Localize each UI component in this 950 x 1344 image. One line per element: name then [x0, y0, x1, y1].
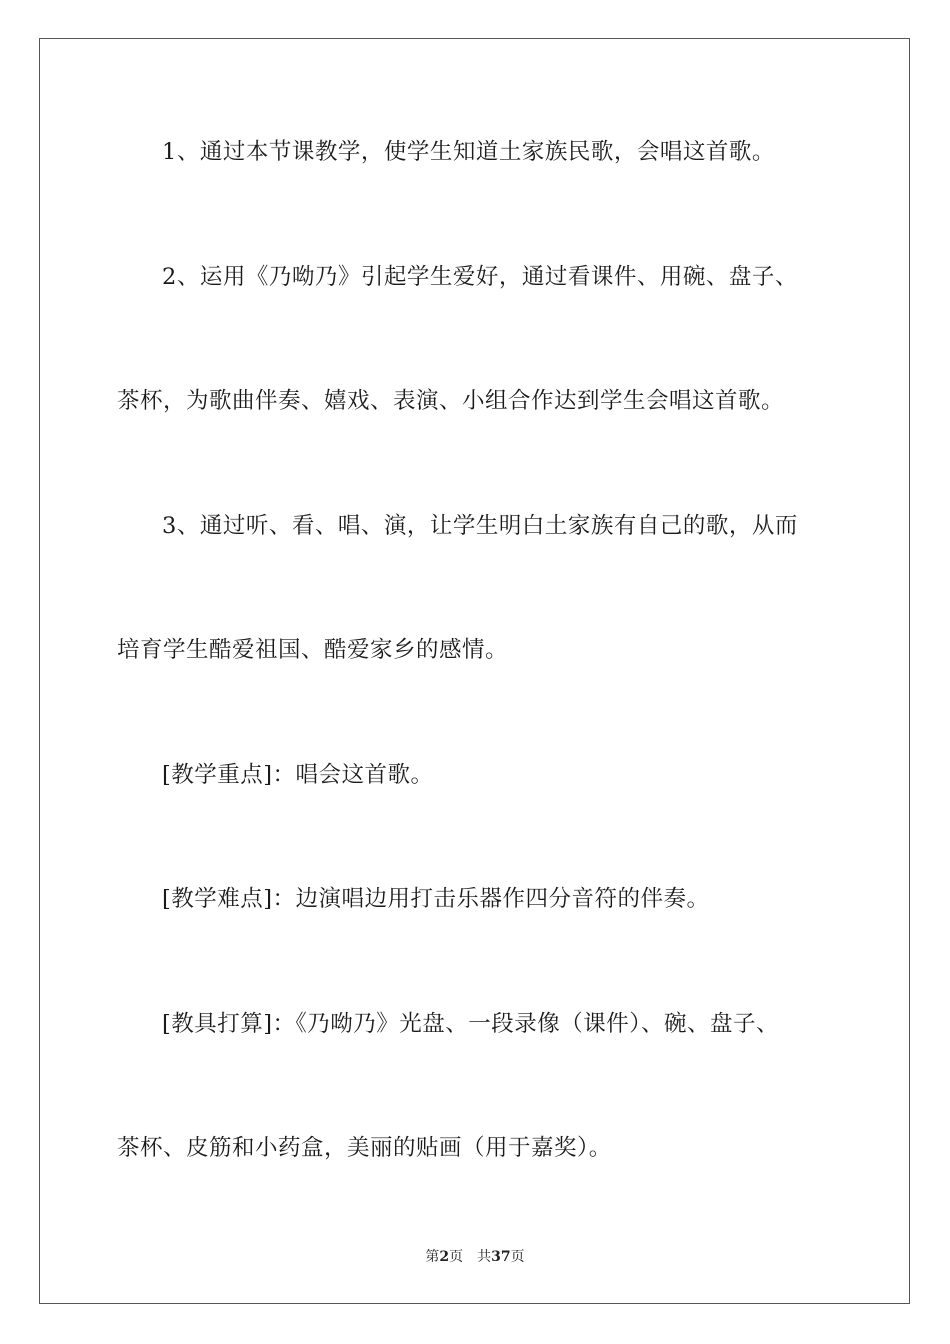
paragraph-line-1: 1、通过本节课教学，使学生知道土家族民歌，会唱这首歌。 — [162, 139, 775, 165]
teaching-materials-line-1: [教具打算]：《乃呦乃》光盘、一段录像（课件）、碗、盘子、 — [162, 1011, 780, 1037]
teaching-focus-line: [教学重点]：唱会这首歌。 — [162, 762, 434, 788]
paragraph-line-3: 茶杯，为歌曲伴奏、嬉戏、表演、小组合作达到学生会唱这首歌。 — [117, 388, 785, 414]
page-number: 2 — [439, 1249, 450, 1265]
paragraph-line-4: 3、通过听、看、唱、演，让学生明白土家族有自己的歌，从而 — [162, 513, 798, 539]
page-suffix: 页 — [449, 1249, 464, 1265]
teaching-materials-line-2: 茶杯、皮筋和小药盒，美丽的贴画（用于嘉奖）。 — [117, 1135, 612, 1161]
total-pages: 37 — [491, 1249, 511, 1265]
page-frame — [39, 38, 910, 1304]
paragraph-line-5: 培育学生酷爱祖国、酷爱家乡的感情。 — [117, 637, 509, 663]
total-prefix: 共 — [477, 1249, 492, 1265]
paragraph-line-2: 2、运用《乃呦乃》引起学生爱好，通过看课件、用碗、盘子、 — [162, 264, 798, 290]
total-suffix: 页 — [510, 1249, 525, 1265]
page-footer — [0, 1248, 950, 1266]
page-prefix: 第 — [425, 1249, 440, 1265]
teaching-difficulty-line: [教学难点]：边演唱边用打击乐器作四分音符的伴奏。 — [162, 886, 710, 912]
